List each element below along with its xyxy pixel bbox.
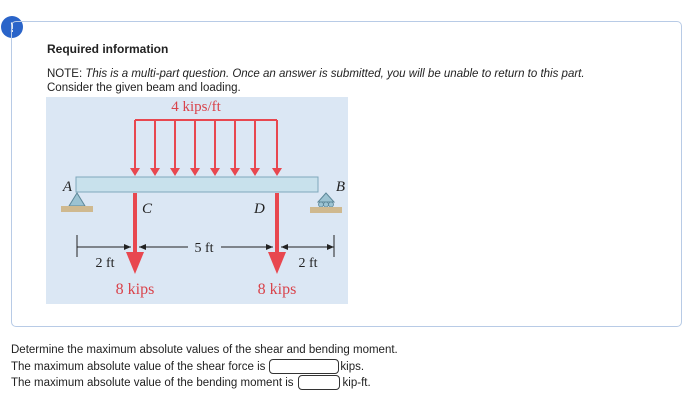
panel-subtext: Consider the given beam and loading. <box>47 82 241 94</box>
moment-unit: kip-ft. <box>342 376 371 389</box>
shear-input[interactable] <box>269 359 339 374</box>
beam-diagram <box>46 97 348 304</box>
dimension-left: 2 ft <box>95 256 115 271</box>
shear-answer-line <box>11 359 364 374</box>
moment-label: The maximum absolute value of the bending moment is <box>11 376 294 389</box>
note-line <box>47 68 585 80</box>
label-b: B <box>335 179 345 195</box>
question-prompt: Determine the maximum absolute values of the shear and bending moment. <box>11 344 398 356</box>
moment-input[interactable] <box>298 375 340 390</box>
moment-answer-line <box>11 375 371 390</box>
question-section <box>11 344 691 404</box>
note-text: This is a multi-part question. Once an answer is submitted, you will be unable to return to this part. <box>85 68 585 80</box>
label-c: C <box>142 201 153 217</box>
diagram-background <box>46 97 348 304</box>
shear-unit: kips. <box>340 360 365 373</box>
label-d: D <box>254 201 265 217</box>
load-c-label: 8 kips <box>115 281 155 298</box>
dimension-right: 2 ft <box>298 256 318 271</box>
load-d-label: 8 kips <box>257 281 297 298</box>
required-information-panel <box>11 21 682 327</box>
note-label: NOTE: <box>47 68 83 80</box>
beam <box>76 177 318 192</box>
exclamation-icon: ! <box>1 16 23 38</box>
dimension-middle: 5 ft <box>194 241 214 256</box>
distributed-load-label: 4 kips/ft <box>171 99 221 115</box>
panel-title: Required information <box>47 42 169 56</box>
label-a: A <box>62 179 72 195</box>
shear-label: The maximum absolute value of the shear force is <box>11 360 266 373</box>
